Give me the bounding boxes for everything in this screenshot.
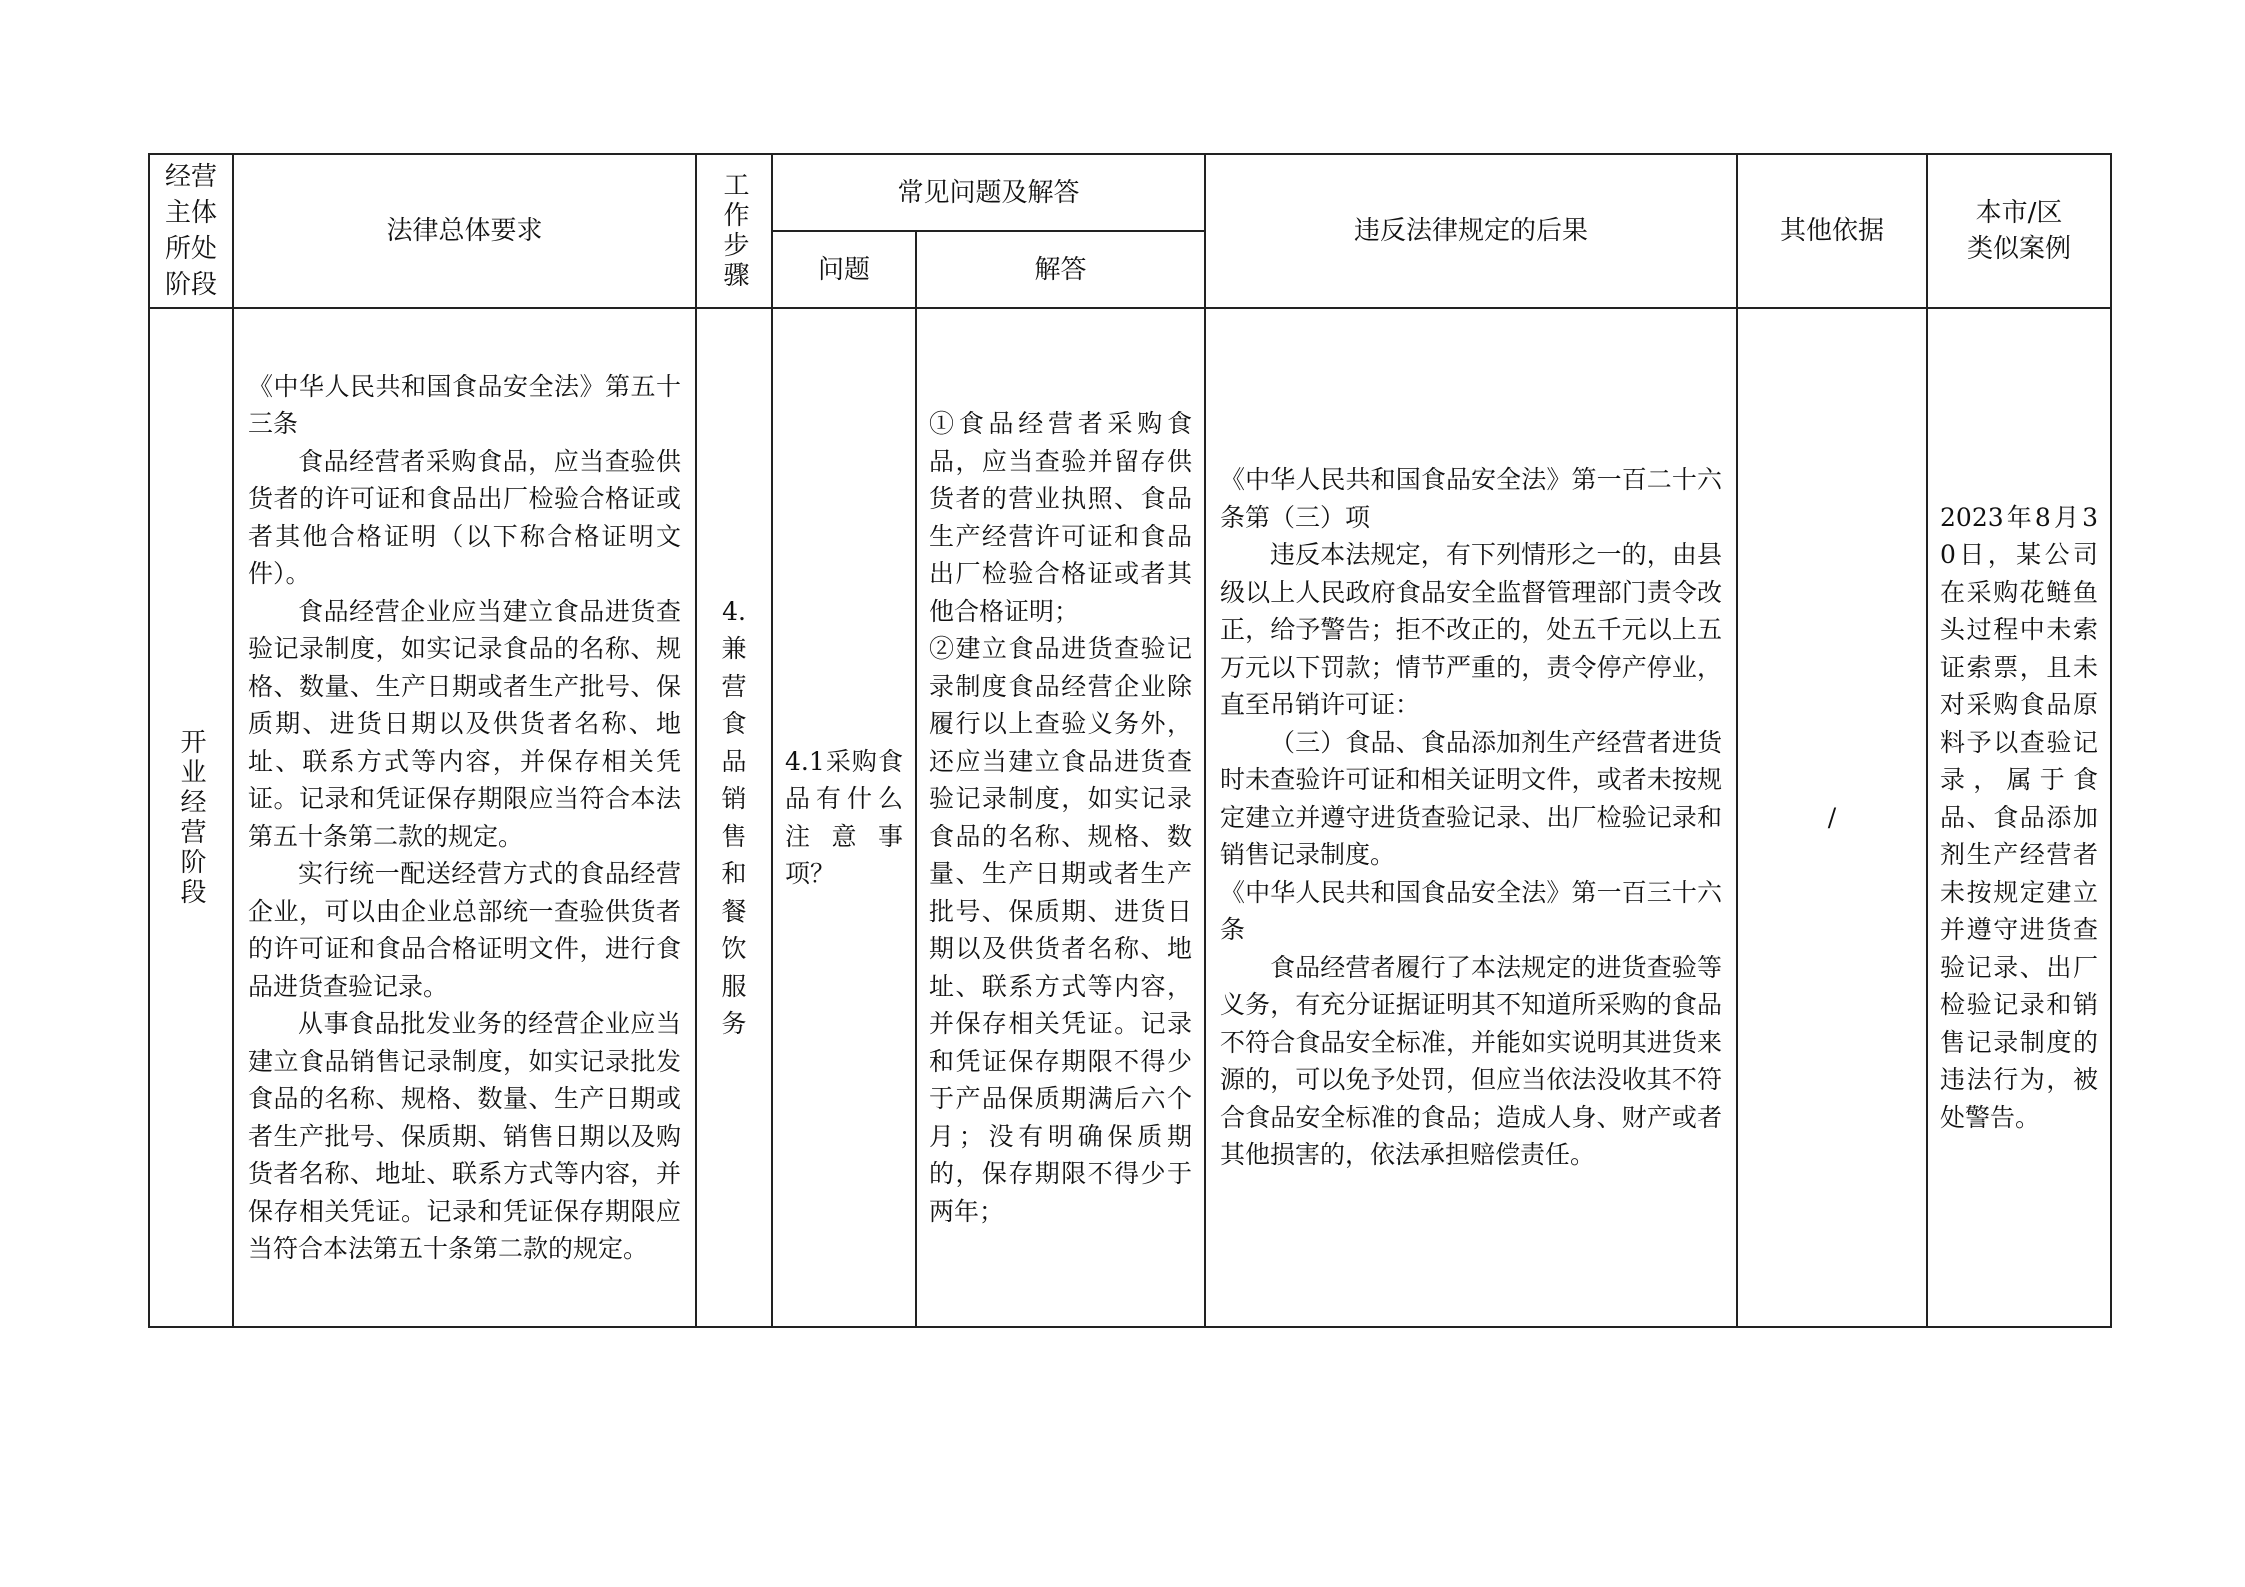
cell-other bbox=[1737, 308, 1927, 1327]
answer-item: ①食品经营者采购食品，应当查验并留存供货者的营业执照、食品生产经营许可证和食品出厂检验合格证或者其他合格证明； bbox=[929, 409, 1193, 626]
cell-stage bbox=[149, 308, 233, 1327]
header-stage bbox=[149, 154, 233, 308]
step-label: 4.兼营食品销售和餐饮服务 bbox=[721, 596, 747, 1038]
cell-answer bbox=[916, 308, 1205, 1327]
consequence-paragraph: 违反本法规定，有下列情形之一的，由县级以上人民政府食品安全监督管理部门责令改正，给予警告；拒不改正的，处五千元以上五万元以下罚款；情节严重的，责令停产停业，直至吊销许可证： bbox=[1220, 540, 1723, 720]
cell-step bbox=[696, 308, 772, 1327]
header-law: 法律总体要求 bbox=[233, 154, 696, 308]
header-faq: 常见问题及解答 bbox=[772, 154, 1205, 231]
consequence-paragraph: 食品经营者履行了本法规定的进货查验等义务，有充分证据证明其不知道所采购的食品不符合食品安全标准，并能如实说明其进货来源的，可以免予处罚，但应当依法没收其不符合食品安全标准的食品；造成人身、财产或者其他损害的，依法承担赔偿责任。 bbox=[1220, 952, 1723, 1170]
law-title: 《中华人民共和国食品安全法》第五十三条 bbox=[248, 371, 681, 438]
cell-consequence bbox=[1205, 308, 1737, 1327]
consequence-title: 《中华人民共和国食品安全法》第一百三十六条 bbox=[1220, 877, 1723, 945]
cell-law bbox=[233, 308, 696, 1327]
header-stage-label: 经营主体所处阶段 bbox=[164, 162, 217, 300]
answer-item: ②建立食品进货查验记录制度食品经营企业除履行以上查验义务外，还应当建立食品进货查验记录制度，如实记录食品的名称、规格、数量、生产日期或者生产批号、保质期、进货日期以及供货者名称、地址、联系方式等内容，并保存相关凭证。记录和凭证保存期限不得少于产品保质期满后六个月；没有明确保质期的，保存期限不得少于两年； bbox=[929, 634, 1193, 1226]
cell-question bbox=[772, 308, 916, 1327]
case-text: 2023年8月30日，某公司在采购花鲢鱼头过程中未索证索票，且未对采购食品原料予以查验记录，属于食品、食品添加剂生产经营者未按规定建立并遵守进货查验记录、出厂检验记录和销售记录制度的违法行为，被处警告。 bbox=[1940, 502, 2099, 1132]
question-text: 4.1采购食品有什么注意事项？ bbox=[785, 746, 903, 888]
stage-label: 开业经营阶段 bbox=[176, 727, 206, 908]
other-text: / bbox=[1827, 802, 1837, 832]
law-paragraph: 实行统一配送经营方式的食品经营企业，可以由企业总部统一查验供货者的许可证和食品合格证明文件，进行食品进货查验记录。 bbox=[248, 859, 681, 1001]
header-cases bbox=[1927, 154, 2111, 308]
law-paragraph: 从事食品批发业务的经营企业应当建立食品销售记录制度，如实记录批发食品的名称、规格、数量、生产日期或者生产批号、保质期、销售日期以及购货者名称、地址、联系方式等内容，并保存相关凭证。记录和凭证保存期限应当符合本法第五十条第二款的规定。 bbox=[248, 1009, 681, 1263]
consequence-paragraph: （三）食品、食品添加剂生产经营者进货时未查验许可证和相关证明文件，或者未按规定建立并遵守进货查验记录、出厂检验记录和销售记录制度。 bbox=[1220, 727, 1723, 870]
regulation-table bbox=[148, 153, 2112, 1328]
header-consequence: 违反法律规定的后果 bbox=[1205, 154, 1737, 308]
header-answer: 解答 bbox=[916, 231, 1205, 308]
header-step bbox=[696, 154, 772, 308]
header-other: 其他依据 bbox=[1737, 154, 1927, 308]
header-cases-label: 本市/区类似案例 bbox=[1967, 198, 2072, 264]
law-paragraph: 食品经营者采购食品，应当查验供货者的许可证和食品出厂检验合格证或者其他合格证明（以下称合格证明文件）。 bbox=[248, 446, 681, 588]
consequence-title: 《中华人民共和国食品安全法》第一百二十六条第（三）项 bbox=[1220, 465, 1723, 532]
cell-cases bbox=[1927, 308, 2111, 1327]
table-row bbox=[149, 308, 2111, 1327]
header-step-label: 工作步骤 bbox=[719, 171, 749, 291]
header-question: 问题 bbox=[772, 231, 916, 308]
law-paragraph: 食品经营企业应当建立食品进货查验记录制度，如实记录食品的名称、规格、数量、生产日期或者生产批号、保质期、进货日期以及供货者名称、地址、联系方式等内容，并保存相关凭证。记录和凭证保存期限应当符合本法第五十条第二款的规定。 bbox=[248, 596, 681, 851]
